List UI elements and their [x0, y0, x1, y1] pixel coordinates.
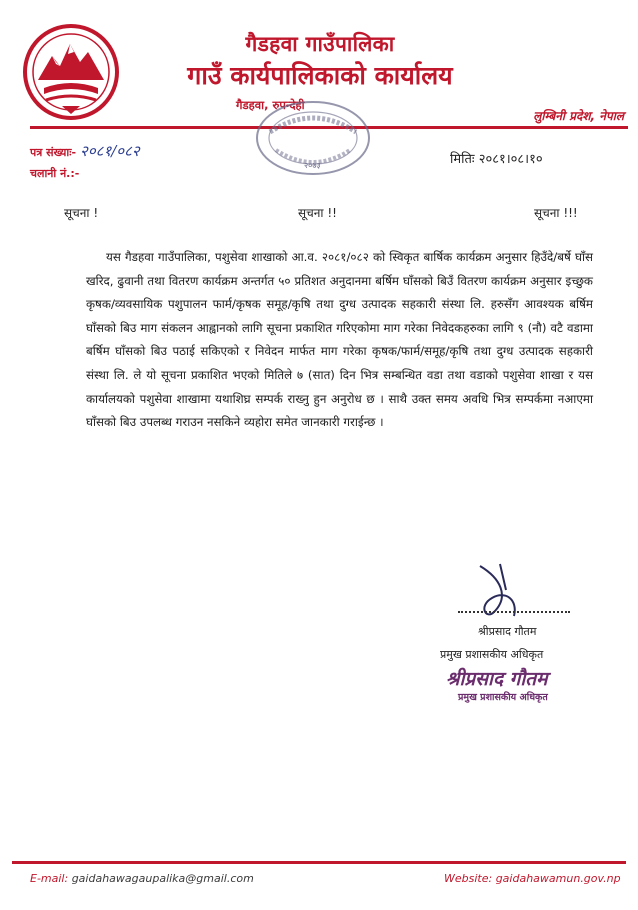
- email-value[interactable]: gaidahawagaupalika@gmail.com: [71, 872, 254, 885]
- dispatch-number-label: चलानी नं.:-: [30, 167, 80, 180]
- signatory-title: प्रमुख प्रशासकीय अधिकृत: [440, 648, 544, 661]
- nepal-emblem-icon: [22, 22, 120, 122]
- municipality-name: गैडहवा गाउँपालिका: [245, 32, 395, 56]
- letter-number: [30, 141, 140, 161]
- website-label: Website:: [444, 872, 493, 885]
- name-stamp: श्रीप्रसाद गौतम: [446, 668, 548, 690]
- title-stamp: प्रमुख प्रशासकीय अधिकृत: [458, 692, 548, 703]
- footer-divider: [12, 861, 626, 864]
- seal-year: २०७३: [304, 161, 321, 170]
- dispatch-number: [30, 166, 79, 181]
- date-label: मितिः: [450, 152, 475, 167]
- notice-title-3: सूचना !!!: [534, 206, 578, 220]
- footer-email: [30, 872, 254, 885]
- letter-date: [450, 149, 543, 167]
- notice-title-1: सूचना !: [64, 206, 99, 220]
- footer-website: [444, 872, 621, 885]
- signatory-name: श्रीप्रसाद गौतम: [478, 625, 537, 638]
- office-address: गैडहवा, रुपन्देही: [236, 98, 305, 112]
- province-name: लुम्बिनी प्रदेश, नेपाल: [533, 109, 624, 123]
- notice-title-2: सूचना !!: [298, 206, 337, 220]
- office-name: गाउँ कार्यपालिकाको कार्यालय: [187, 61, 453, 90]
- signature-line: [458, 611, 570, 613]
- website-value[interactable]: gaidahawamun.gov.np: [495, 872, 621, 885]
- letter-number-label: पत्र संख्याः-: [30, 146, 77, 159]
- notice-body: यस गैडहवा गाउँपालिका, पशुसेवा शाखाको आ.व. २०८१/०८२ को स्विकृत बार्षिक कार्यक्रम अनुसार हिउँदे/बर्षे घाँस खरिद, ढुवानी तथा वितरण कार्यक्रम अन्तर्गत ५० प्रतिशत अनुदानमा बर्षिम घाँसको बिउँ वितरण कार्यक्रम अनुसार इच्छुक कृषक/व्यवसायिक पशुपालन फार्म/कृषक समूह/कृषि तथा दुग्ध उत्पादक सहकारी संस्था लि. हरुसँग आवश्यक बर्षिम घाँसको बिउ माग संकलन आह्वानको लागि सूचना प्रकाशित गरिएकोमा माग गरेका निवेदकहरुका लागि ९ (नौ) वटै वडामा बर्षिम घाँसको बिउ पठाई सकिएको र निवेदन मार्फत माग गरेका कृषक/फार्म/समूह/कृषि तथा दुग्ध उत्पादक सहकारी संस्था लि. ले यो सूचना प्रकाशित भएको मितिले ७ (सात) दिन भित्र सम्बन्धित वडा तथा वडाको पशुसेवा शाखा र यस कार्यालयको पशुसेवा शाखामा यथाशिघ्र सम्पर्क राख्नु हुन अनुरोध छ । साथै उक्त समय अवधि भित्र सम्पर्कमा नआएमा घाँसको बिउ उपलब्ध गराउन नसकिने व्यहोरा समेत जानकारी गराईन्छ ।: [86, 250, 593, 430]
- letter-number-value: २०८१/०८२: [80, 142, 140, 160]
- date-value: २०८१।०८।१०: [478, 152, 543, 167]
- email-label: E-mail:: [30, 872, 69, 885]
- office-seal-icon: [248, 98, 378, 180]
